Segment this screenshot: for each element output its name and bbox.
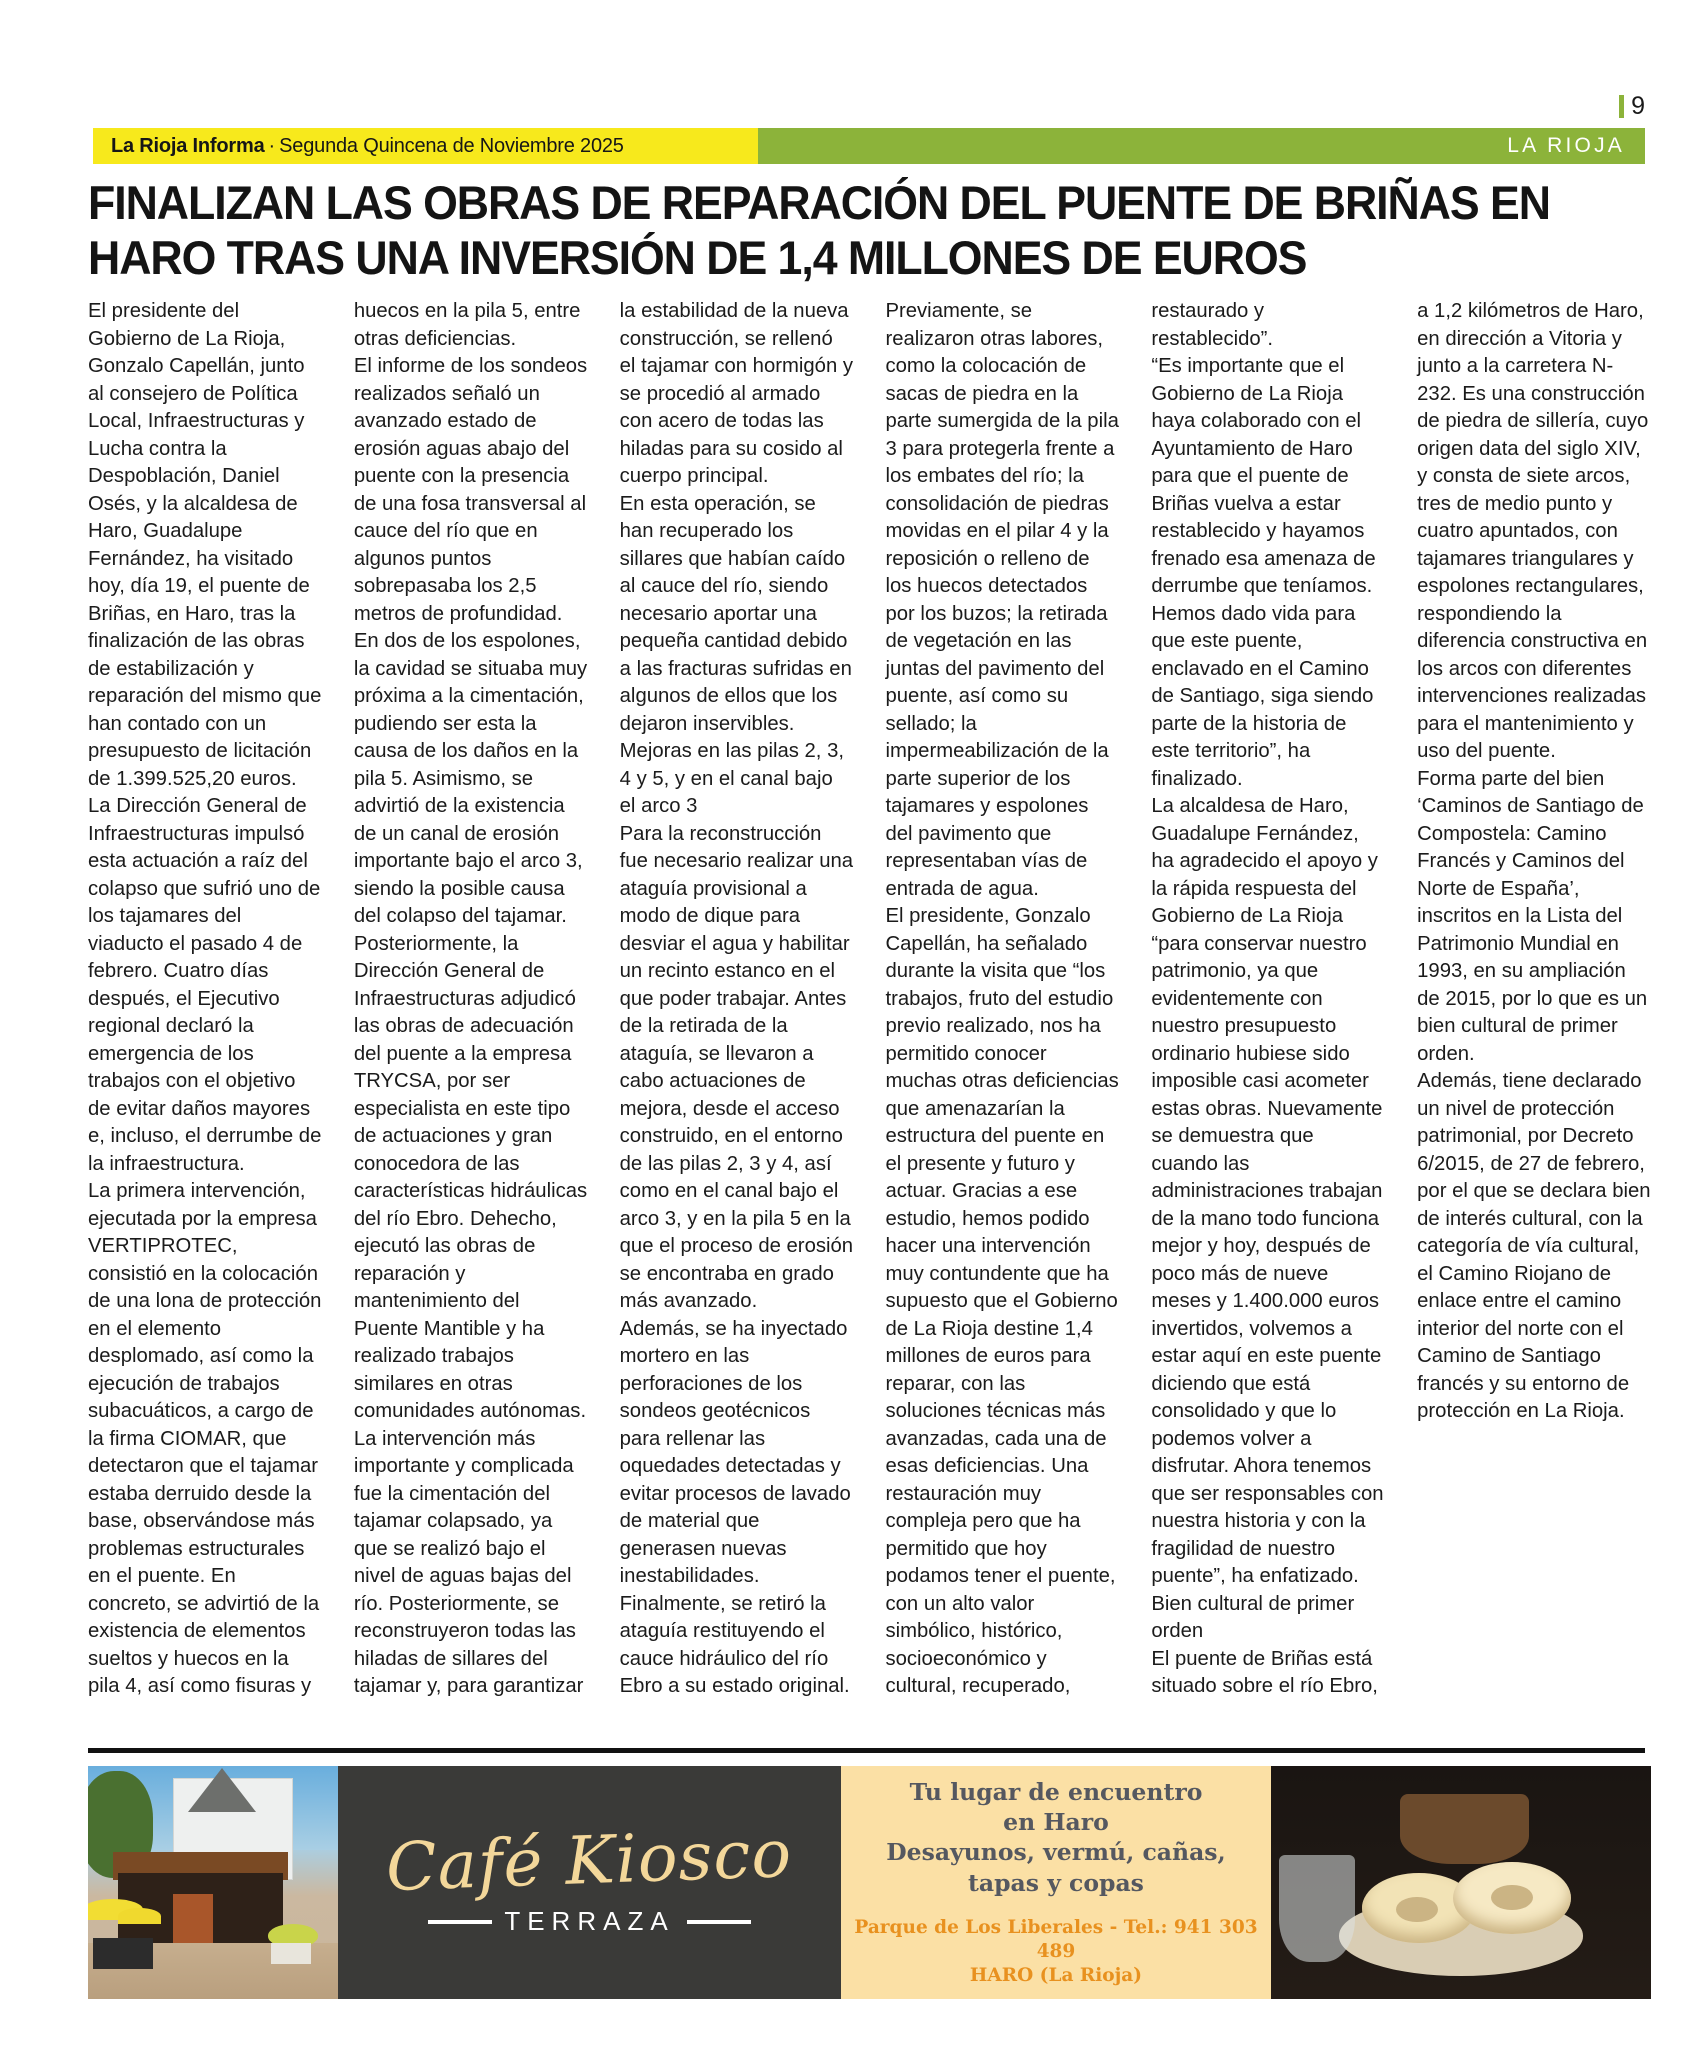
article-paragraph: Además, tiene declarado un nivel de protección patrimonial, por Decreto 6/2015, de 27 de febrero, por el que se declara bien de interés cultural, con la categoría de vía cultural, el Camino Riojano de enlace entre el camino interior del norte con el Camino de Santiago francés y su entorno de protección en La Rioja. [1417, 1070, 1651, 1422]
issue-date: Segunda Quincena de Noviembre 2025 [279, 134, 624, 157]
ad-slogan [886, 1777, 1225, 1897]
rule-left-icon [428, 1920, 492, 1924]
article-headline: FINALIZAN LAS OBRAS DE REPARACIÓN DEL PUENTE DE BRIÑAS EN HARO TRAS UNA INVERSIÓN DE 1,4 MILLONES DE EUROS [88, 176, 1550, 284]
article-paragraph: La primera intervención, ejecutada por la empresa VERTIPROTEC, consistió en la colocación de una lona de protección en el elemento desplomado, así como la ejecución de trabajos subacuáticos, a cargo de la firma CIOMAR, que detectaron que el tajamar estaba derruido desde la base, observándose más problemas estructurales en el puente. En concreto, se advirtió de la existencia de elementos sueltos y huecos en la pila 4, así como fisuras y huecos en la pila 5, entre otras deficiencias. [88, 300, 581, 1697]
article-paragraph: desviar el agua y habilitar un recinto estanco en el que poder trabajar. Antes de la retirada de la ataguía, se llevaron a cabo actuaciones de mejora, desde el acceso construido, en el entorno de las pilas 2, 3 y 4, así como en el canal bajo el arco 3, y en la pila 5 en la que el proceso de erosión se encontraba en grado más avanzado. [619, 932, 854, 1312]
page-header [93, 128, 1645, 164]
article-paragraph: En esta operación, se han recuperado los sillares que habían caído al cauce del río, siendo necesario aportar una pequeña cantidad debido a las fracturas sufridas en algunos de ellos que los dejaron inservibles. [619, 492, 852, 735]
header-masthead-bar [93, 128, 758, 164]
article-paragraph: La Dirección General de Infraestructuras impulsó esta actuación a raíz del colapso que sufrió uno de los tajamares del viaducto el pasado 4 de febrero. Cuatro días después, el Ejecutivo regional declaró la emergencia de los trabajos con el objetivo de evitar daños mayores e, incluso, el derrumbe de la infraestructura. [88, 795, 322, 1175]
article-paragraph: Mejoras en las pilas 2, 3, 4 y 5, y en el canal bajo el arco 3 [619, 740, 844, 817]
ad-contact[interactable] [851, 1916, 1261, 1988]
ad-divider-rule [88, 1748, 1645, 1753]
article-paragraph: La alcaldesa de Haro, Guadalupe Fernández, ha agradecido el apoyo y la rápida respuesta del Gobierno de La Rioja “para conservar nuestro patrimonio, ya que evidentemente con nuestro presupuesto ordinario hubiese sido imposible casi acometer estas obras. Nuevamente se demuestra que cuando las administraciones trabajan de la mano todo funciona mejor y hoy, después de poco más de nueve meses y 1.400.000 euros invertidos, volvemos a estar aquí en este puente diciendo que está consolidado y que lo podemos volver a disfrutar. Ahora tenemos que ser responsables con nuestra historia y con la fragilidad de nuestro puente”, ha enfatizado. [1151, 795, 1384, 1587]
ad-logo-panel [338, 1766, 841, 1999]
article-paragraph: El presidente, Gonzalo Capellán, ha señalado durante la visita que “los trabajos, fruto del estudio previo realizado, nos ha permitido conocer muchas otras deficiencias que amenazarían la estructura del puente en el presente y futuro y actuar. Gracias a ese estudio, hemos podido hacer una intervención muy contundente que ha supuesto que el Gobierno de La Rioja destine 1,4 millones de euros para reparar, con las soluciones técnicas más avanzadas, cada una de esas deficiencias. Una restauración muy compleja pero que ha permitido que hoy podamos tener el puente, con un alto valor simbólico, histórico, socioeconómico y cultural, recuperado, restaurado y restablecido”. [885, 300, 1274, 1697]
article-paragraph: Posteriormente, la Dirección General de Infraestructuras adjudicó las obras de adecuación del puente a la empresa TRYCSA, por ser especialista en este tipo de actuaciones y gran conocedora de las características hidráulicas del río Ebro. Dehecho, ejecutó las obras de reparación y mantenimiento del Puente Mantible y ha realizado trabajos similares en otras comunidades autónomas. [353, 932, 588, 1422]
separator-bullet-icon: · [268, 134, 276, 157]
ad-brand-name: Café Kiosco [385, 1814, 794, 1907]
article-paragraph: Previamente, se realizaron otras labores, como la colocación de sacas de piedra en la parte sumergida de la pila 3 para protegerla frente a los embates del río; la consolidación de piedras movidas en el pilar 4 y la reposición o relleno de los huecos detectados por los buzos; la retirada de vegetación en las juntas del pavimento del puente, así como su sellado; la impermeabilización de la parte superior de los tajamares y espolones del pavimento que representaban vías de entrada de agua. [885, 300, 1119, 900]
publication-name: La Rioja Informa [111, 134, 265, 157]
advertisement-cafe-kiosco[interactable] [88, 1766, 1651, 1999]
ad-address-phone[interactable]: Parque de Los Liberales - Tel.: 941 303 489 [854, 1916, 1258, 1962]
ad-slogan-line-2: en Haro [1003, 1808, 1109, 1837]
ad-city: HARO (La Rioja) [969, 1964, 1143, 1986]
ad-food-photo [1271, 1766, 1651, 1999]
article-paragraph: El presidente del Gobierno de La Rioja, Gonzalo Capellán, junto al consejero de Política Local, Infraestructuras y Lucha contra la Despoblación, Daniel Osés, y la alcaldesa de Haro, Guadalupe Fernández, ha visitado hoy, día 19, el puente de Briñas, en Haro, tras la finalización de las obras de estabilización y reparación del mismo que han contado con un presupuesto de licitación de 1.399.525,20 euros. [88, 300, 322, 790]
article-body [88, 298, 1651, 1703]
article-paragraph: Para la reconstrucción fue necesario realizar una ataguía provisional a modo de dique para [619, 822, 854, 927]
ad-slogan-line-3: Desayunos, vermú, cañas, [886, 1838, 1226, 1867]
section-label: LA RIOJA [1507, 134, 1625, 157]
ad-info-panel [841, 1766, 1271, 1999]
page-number: 9 [1631, 92, 1645, 120]
folio-rule-icon [1619, 95, 1624, 118]
rule-right-icon [687, 1920, 751, 1924]
article-paragraph: enclavado en el Camino de Santiago, siga siendo parte de la historia de este territorio”, ha finalizado. [1151, 657, 1374, 790]
ad-slogan-line-4: tapas y copas [968, 1868, 1144, 1897]
ad-brand-subtitle: TERRAZA [504, 1906, 675, 1936]
folio [1619, 92, 1645, 121]
article-paragraph: Forma parte del bien ‘Caminos de Santiago de Compostela: Camino Francés y Caminos del Norte de España’, inscritos en la Lista del Patrimonio Mundial en 1993, en su ampliación de 2015, por lo que es un bien cultural de primer orden. [1417, 767, 1648, 1065]
article-paragraph: “Es importante que el Gobierno de La Rioja haya colaborado con el Ayuntamiento de Haro para que el puente de Briñas vuelva a estar restablecido y hayamos frenado esa amenaza de derrumbe que teníamos. Hemos dado vida para que este puente, [1151, 355, 1376, 652]
article-paragraph: La intervención más importante y complicada fue la cimentación del tajamar colapsado, ya que se realizó bajo el nivel de aguas bajas del río. Posteriormente, se reconstruyeron todas las hiladas de sillares del tajamar y, para garantizar la estabilidad de la nueva construcción, se rellenó el tajamar con hormigón y se procedió al armado con acero de todas las hiladas para su cosido al cuerpo principal. [353, 300, 853, 1697]
article-paragraph: El informe de los sondeos realizados señaló un avanzado estado de erosión aguas abajo del puente con la presencia de una fosa transversal al cauce del río que en algunos puntos sobrepasaba los 2,5 metros de profundidad. En dos de los espolones, la cavidad se situaba muy próxima a la cimentación, pudiendo ser esta la causa de los daños en la pila 5. Asimismo, se advirtió de la existencia de un canal de erosión importante bajo el arco 3, siendo la posible causa del colapso del tajamar. [353, 355, 588, 927]
header-section-bar [758, 128, 1645, 164]
ad-brand-subtitle-group [428, 1906, 750, 1937]
article-paragraph: Bien cultural de primer orden [1151, 1592, 1355, 1642]
ad-terrace-photo [88, 1766, 338, 1999]
article-paragraph: El puente de Briñas está situado sobre el río Ebro, a 1,2 kilómetros de Haro, en dirección a Vitoria y junto a la carretera N-232. Es una construcción de piedra de sillería, cuyo origen data del siglo XIV, y consta de siete arcos, tres de medio punto y cuatro apuntados, con tajamares triangulares y espolones rectangulares, respondiendo la diferencia constructiva en los arcos con diferentes intervenciones realizadas para el mantenimiento y uso del puente. [1151, 300, 1649, 1697]
article-paragraph: Además, se ha inyectado mortero en las perforaciones de los sondeos geotécnicos para rellenar las oquedades detectadas y evitar procesos de lavado de material que generasen nuevas inestabilidades. Finalmente, se retiró la ataguía restituyendo el cauce hidráulico del río Ebro a su estado original. [619, 1317, 851, 1697]
ad-slogan-line-1: Tu lugar de encuentro [909, 1778, 1203, 1807]
